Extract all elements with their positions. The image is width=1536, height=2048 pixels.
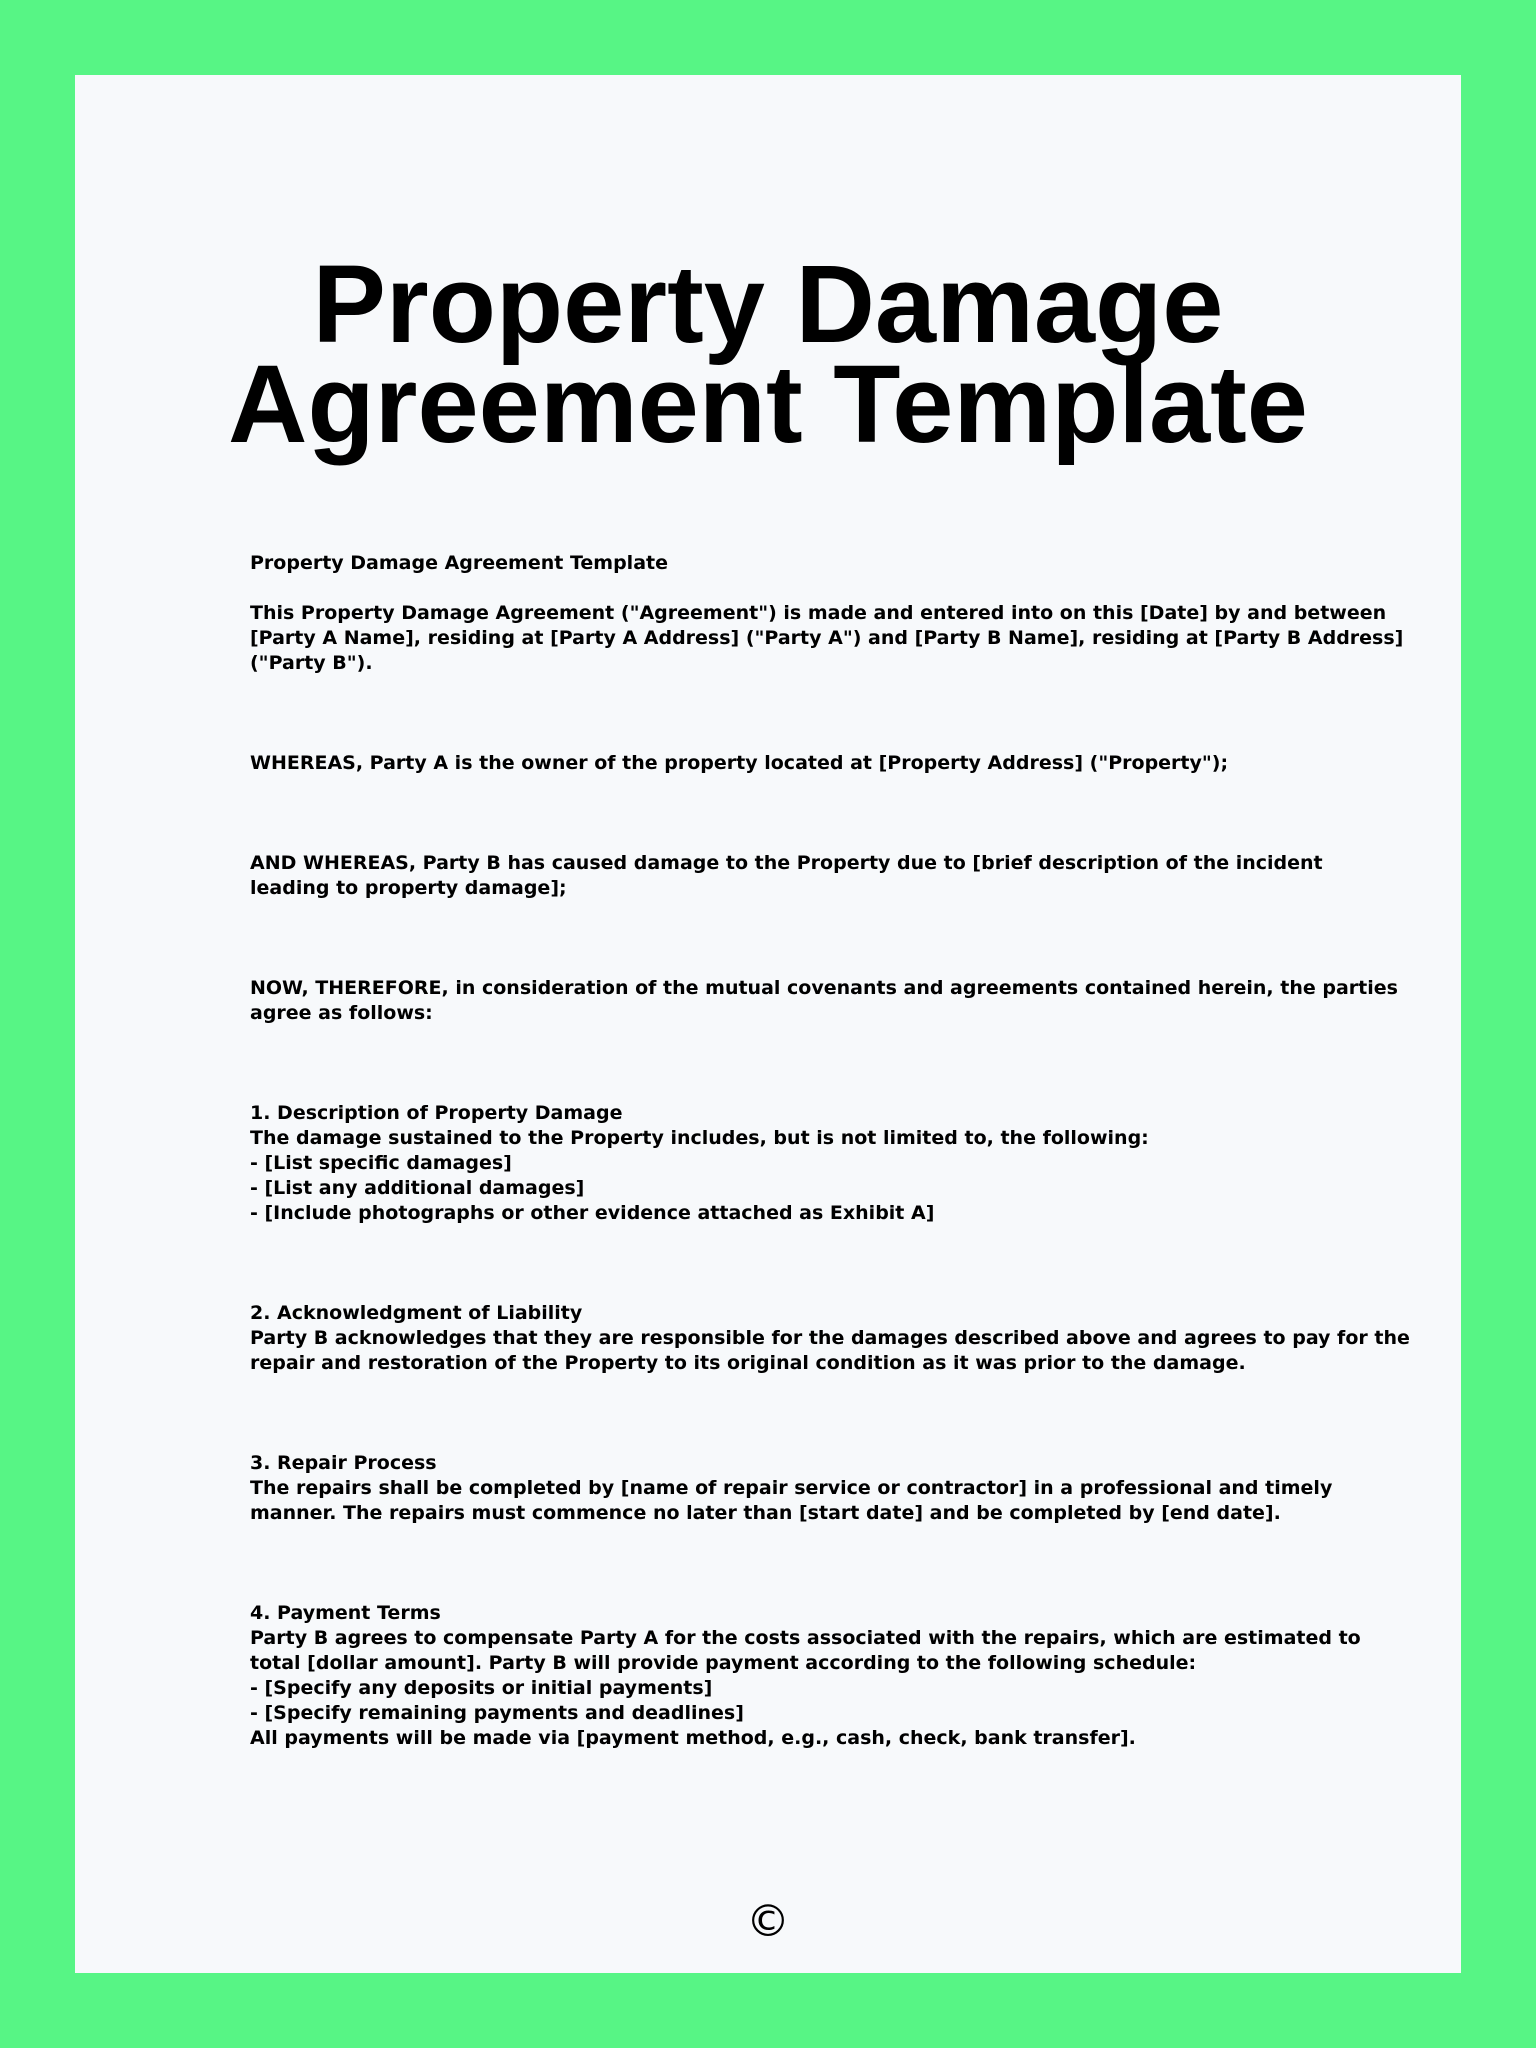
- and-whereas-clause: AND WHEREAS, Party B has caused damage to the Property due to [brief description of the incident: [250, 852, 1323, 874]
- section-line: - [List specific damages]: [250, 1152, 512, 1174]
- copyright-icon: ©: [746, 1896, 790, 1947]
- section-payment-terms: [250, 1601, 1370, 1751]
- section-heading: 1. Description of Property Damage: [250, 1102, 623, 1124]
- intro-line: [Party A Name], residing at [Party A Address] ("Party A") and [Party B Name], residing at [Party B Address]: [250, 627, 1404, 649]
- and-whereas-clause: leading to property damage];: [250, 877, 567, 899]
- section-line: - [Include photographs or other evidence attached as Exhibit A]: [250, 1202, 935, 1224]
- section-line: The damage sustained to the Property includes, but is not limited to, the following:: [250, 1127, 1149, 1149]
- section-repair-process: [250, 1451, 1370, 1526]
- section-line: Party B acknowledges that they are responsible for the damages described above and agrees to pay for the: [250, 1327, 1410, 1349]
- whereas-clause: WHEREAS, Party A is the owner of the property located at [Property Address] ("Property");: [250, 752, 1229, 774]
- section-line: - [Specify any deposits or initial payments]: [250, 1677, 713, 1699]
- section-line: - [List any additional damages]: [250, 1177, 585, 1199]
- section-line: - [Specify remaining payments and deadlines]: [250, 1702, 744, 1724]
- section-line: The repairs shall be completed by [name of repair service or contractor] in a professional and timely: [250, 1477, 1333, 1499]
- section-description: [250, 1101, 1370, 1226]
- body-heading: Property Damage Agreement Template: [250, 552, 668, 574]
- section-line: total [dollar amount]. Party B will provide payment according to the following schedule:: [250, 1652, 1197, 1674]
- section-heading: 3. Repair Process: [250, 1452, 437, 1474]
- section-liability: [250, 1301, 1410, 1376]
- document-page: [75, 75, 1461, 1973]
- document-body: [250, 551, 1410, 1751]
- document-title: Property Damage Agreement Template: [228, 243, 1308, 466]
- section-heading: 2. Acknowledgment of Liability: [250, 1302, 583, 1324]
- section-line: repair and restoration of the Property to its original condition as it was prior to the damage.: [250, 1352, 1246, 1374]
- section-line: manner. The repairs must commence no later than [start date] and be completed by [end date].: [250, 1502, 1281, 1524]
- now-therefore-clause: NOW, THEREFORE, in consideration of the mutual covenants and agreements contained herein, the parties: [250, 977, 1398, 999]
- section-line: All payments will be made via [payment method, e.g., cash, check, bank transfer].: [250, 1727, 1136, 1749]
- section-heading: 4. Payment Terms: [250, 1602, 441, 1624]
- intro-line: This Property Damage Agreement ("Agreement") is made and entered into on this [Date] by and between: [250, 602, 1387, 624]
- section-line: Party B agrees to compensate Party A for the costs associated with the repairs, which are estimated to: [250, 1627, 1361, 1649]
- now-therefore-clause: agree as follows:: [250, 1002, 433, 1024]
- intro-line: ("Party B").: [250, 652, 373, 674]
